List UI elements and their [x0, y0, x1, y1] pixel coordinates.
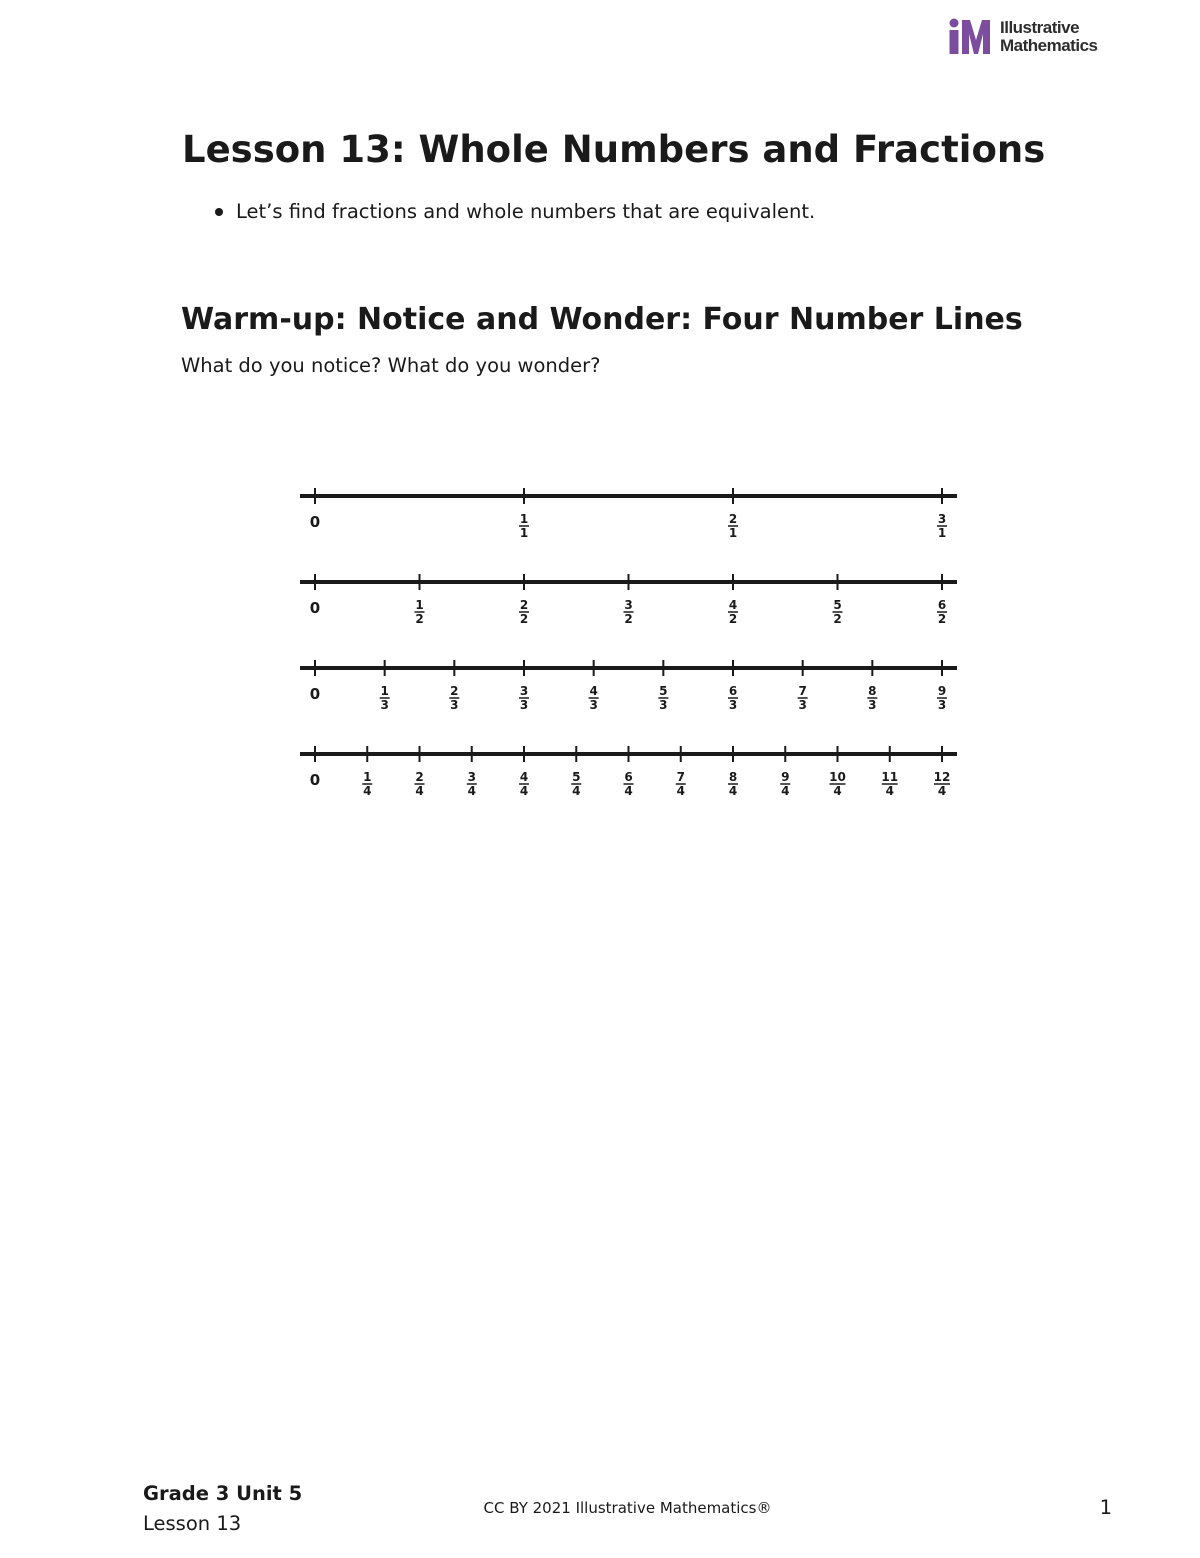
fraction-numerator: 6: [624, 770, 633, 784]
tick-label-fraction: [571, 770, 581, 798]
tick-label-fraction: [380, 684, 390, 712]
fraction-numerator: 9: [937, 684, 947, 698]
tick-label-fraction: [728, 512, 738, 540]
tick-label-fraction: [519, 598, 529, 626]
fraction-numerator: 6: [728, 684, 738, 698]
number-line-2: [300, 574, 957, 626]
tick-label-fraction: [624, 770, 634, 798]
fraction-denominator: 2: [415, 612, 424, 626]
fraction-denominator: 3: [798, 698, 807, 712]
tick-label-fraction: [519, 512, 529, 540]
fraction-denominator: 3: [659, 698, 668, 712]
fraction-numerator: 2: [728, 512, 738, 526]
fraction-denominator: 4: [415, 784, 424, 798]
fraction-numerator: 3: [937, 512, 947, 526]
fraction-denominator: 3: [728, 698, 738, 712]
tick-label-fraction: [780, 770, 790, 798]
fraction-numerator: 1: [415, 598, 424, 612]
fraction-denominator: 1: [519, 526, 529, 540]
fraction-denominator: 4: [728, 784, 738, 798]
tick-label-fraction: [415, 598, 425, 626]
number-line-1: [300, 488, 957, 540]
tick-label-fraction: [728, 770, 738, 798]
fraction-numerator: 5: [572, 770, 581, 784]
tick-label-fraction: [728, 684, 738, 712]
fraction-numerator: 6: [937, 598, 947, 612]
fraction-numerator: 8: [728, 770, 738, 784]
tick-label-fraction: [934, 770, 951, 798]
tick-label-fraction: [728, 598, 738, 626]
tick-label-fraction: [937, 684, 947, 712]
fraction-numerator: 5: [659, 684, 668, 698]
footer-lesson: Lesson 13: [143, 1512, 242, 1535]
tick-label-fraction: [449, 684, 459, 712]
logo-line-2: Mathematics: [1000, 36, 1098, 55]
warmup-prompt: What do you notice? What do you wonder?: [181, 354, 601, 377]
tick-label: 0: [309, 599, 321, 617]
number-line-4: [300, 746, 957, 798]
fraction-numerator: 5: [833, 598, 842, 612]
fraction-numerator: 7: [798, 684, 807, 698]
tick-label-fraction: [937, 512, 947, 540]
fraction-denominator: 4: [937, 784, 947, 798]
fraction-numerator: 3: [624, 598, 633, 612]
lesson-goal-item: Let’s find fractions and whole numbers that are equivalent.: [212, 198, 815, 226]
tick-label-fraction: [362, 770, 372, 798]
fraction-numerator: 2: [415, 770, 424, 784]
fraction-denominator: 4: [781, 784, 790, 798]
tick-label-fraction: [467, 770, 477, 798]
fraction-numerator: 1: [363, 770, 372, 784]
fraction-denominator: 2: [833, 612, 842, 626]
warmup-title: Warm-up: Notice and Wonder: Four Number Lines: [181, 302, 1023, 337]
tick-label-fraction: [881, 770, 898, 798]
fraction-numerator: 12: [933, 770, 951, 784]
fraction-denominator: 3: [868, 698, 877, 712]
fraction-denominator: 4: [519, 784, 529, 798]
footer-license: CC BY 2021 Illustrative Mathematics®: [483, 1499, 772, 1517]
fraction-denominator: 1: [728, 526, 738, 540]
tick-label-fraction: [415, 770, 425, 798]
logo-line-1: Illustrative: [1000, 18, 1080, 37]
tick-label-fraction: [658, 684, 668, 712]
fraction-denominator: 3: [937, 698, 947, 712]
tick-label: 0: [309, 685, 321, 703]
fraction-denominator: 3: [450, 698, 459, 712]
fraction-denominator: 4: [833, 784, 842, 798]
fraction-numerator: 4: [589, 684, 598, 698]
four-number-lines-figure: [280, 470, 980, 820]
fraction-denominator: 2: [519, 612, 529, 626]
tick-label-fraction: [676, 770, 686, 798]
fraction-denominator: 4: [467, 784, 476, 798]
fraction-denominator: 2: [728, 612, 738, 626]
fraction-numerator: 1: [519, 512, 529, 526]
tick-label-fraction: [519, 684, 529, 712]
footer-page-number: 1: [1099, 1496, 1112, 1519]
fraction-denominator: 3: [589, 698, 598, 712]
tick-label-fraction: [798, 684, 808, 712]
fraction-denominator: 4: [572, 784, 581, 798]
lesson-goals-list: [212, 198, 815, 226]
tick-label-fraction: [829, 770, 846, 798]
tick-label-fraction: [833, 598, 843, 626]
fraction-numerator: 7: [676, 770, 685, 784]
fraction-numerator: 10: [829, 770, 846, 784]
fraction-numerator: 8: [868, 684, 877, 698]
fraction-numerator: 2: [519, 598, 529, 612]
tick-label-fraction: [589, 684, 599, 712]
fraction-denominator: 4: [363, 784, 372, 798]
fraction-numerator: 2: [450, 684, 459, 698]
fraction-denominator: 4: [624, 784, 633, 798]
fraction-numerator: 3: [519, 684, 529, 698]
tick-label-fraction: [624, 598, 634, 626]
fraction-numerator: 1: [380, 684, 389, 698]
fraction-numerator: 9: [781, 770, 790, 784]
fraction-denominator: 1: [937, 526, 947, 540]
im-logo-icon: [948, 18, 994, 56]
logo-wordmark: [1000, 19, 1097, 55]
tick-label-fraction: [519, 770, 529, 798]
lesson-title: Lesson 13: Whole Numbers and Fractions: [182, 128, 1046, 171]
fraction-denominator: 3: [519, 698, 529, 712]
fraction-denominator: 4: [885, 784, 894, 798]
fraction-denominator: 2: [624, 612, 633, 626]
fraction-numerator: 4: [519, 770, 529, 784]
fraction-numerator: 11: [881, 770, 899, 784]
fraction-denominator: 4: [676, 784, 685, 798]
number-line-3: [300, 660, 957, 712]
fraction-numerator: 4: [728, 598, 738, 612]
fraction-numerator: 3: [467, 770, 476, 784]
illustrative-mathematics-logo: [948, 18, 1118, 58]
fraction-denominator: 2: [937, 612, 947, 626]
tick-label-fraction: [937, 598, 947, 626]
tick-label: 0: [309, 513, 321, 531]
tick-label: 0: [309, 771, 321, 789]
tick-label-fraction: [867, 684, 877, 712]
footer-unit: Grade 3 Unit 5: [143, 1482, 303, 1505]
fraction-denominator: 3: [380, 698, 389, 712]
